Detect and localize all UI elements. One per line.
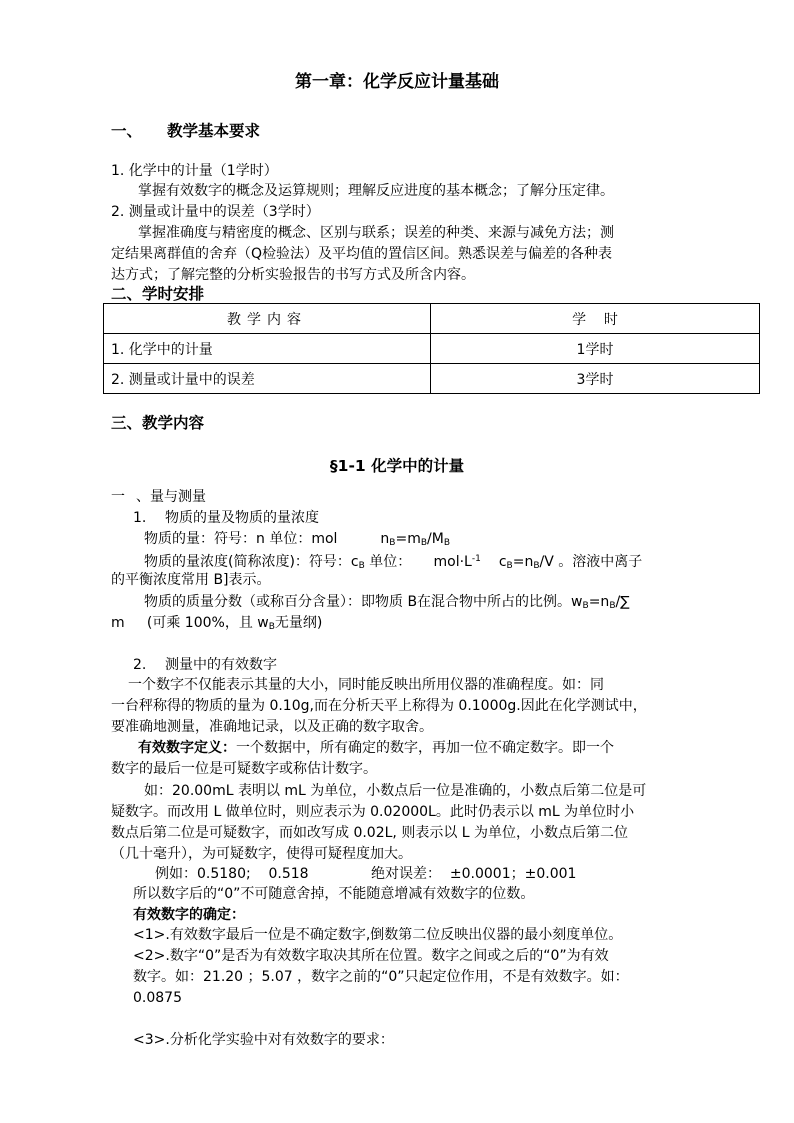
subsection-title: §1-1 化学中的计量 (329, 457, 465, 475)
definition-text: 一个数据中，所有确定的数字，再加一位不确定数字。即一个 (236, 740, 614, 756)
formula-part: =n (588, 594, 610, 610)
subscript-b: B (443, 538, 451, 548)
table-row (104, 364, 760, 394)
section-3-heading: 三、教学内容 (111, 414, 205, 432)
formula-part: /V 。溶液中离子 (539, 554, 643, 570)
part-1-number: 一 (111, 489, 125, 505)
table-cell: 2. 测量或计量中的误差 (104, 364, 431, 394)
table-cell: 1. 化学中的计量 (104, 334, 431, 364)
subscript-b: B (582, 601, 589, 611)
rule-2-line: 0.0875 (133, 990, 182, 1006)
example-line: （几十毫升），为可疑数字，使得可疑程度加大。 (111, 846, 412, 862)
zero-note: 所以数字后的“0”不可随意舍掉，不能随意增减有效数字的位数。 (133, 886, 535, 902)
point-2-number: 2. (133, 657, 147, 673)
definition-line (138, 738, 614, 758)
chapter-title: 第一章：化学反应计量基础 (295, 72, 499, 92)
table-header-row (104, 304, 760, 334)
determine-label: 有效数字的确定： (133, 907, 245, 923)
superscript: -1 (471, 554, 481, 564)
formula-part: =m (395, 531, 421, 547)
section-2-heading: 二、学时安排 (111, 285, 205, 303)
frac-text-2: m (可乘 100%，且 w (111, 615, 269, 631)
subscript-b: B (609, 601, 616, 611)
req-item-2-body-line: 达方式；了解完整的分析实验报告的书写方式及所含内容。 (111, 267, 475, 283)
subscript-b: B (420, 538, 428, 548)
definition-line-2: 数字的最后一位是可疑数字或称估计数字。 (111, 761, 377, 777)
req-item-1-body: 掌握有效数字的概念及运算规则；理解反应进度的基本概念；了解分压定律。 (138, 183, 614, 199)
req-item-2-body-line: 定结果离群值的舍弃（Q检验法）及平均值的置信区间。熟悉误差与偏差的各种表 (111, 246, 613, 262)
section-1-number: 一、 (111, 122, 143, 140)
mass-fraction-line-2 (111, 613, 322, 637)
subscript-b: B (268, 622, 275, 632)
subscript-b: B (506, 561, 513, 571)
definition-label: 有效数字定义： (138, 740, 236, 756)
body-line: 一个数字不仅能表示其量的大小，同时能反映出所用仪器的准确程度。如：同 (128, 677, 604, 693)
subscript-b: B (389, 538, 396, 548)
formula-c: c (498, 554, 507, 570)
req-item-2-title: 2. 测量或计量中的误差（3学时） (111, 204, 320, 220)
rule-3: <3>.分析化学实验中对有效数字的要求： (133, 1032, 394, 1048)
req-item-2-body-line: 掌握准确度与精密度的概念、区别与联系；误差的种类、来源与减免方法；测 (138, 225, 614, 241)
formula-part: /∑ (615, 594, 630, 610)
point-2-title: 测量中的有效数字 (165, 657, 277, 673)
rule-1: <1>.有效数字最后一位是不确定数字,倒数第二位反映出仪器的最小刻度单位。 (133, 927, 623, 943)
req-item-1-title: 1. 化学中的计量（1学时） (111, 163, 278, 179)
example-values: 例如：0.5180; 0.518 (155, 866, 309, 882)
amount-text: 物质的量：符号：n 单位：mol (144, 531, 338, 547)
conc-text: 物质的量浓度(简称浓度)：符号：c (144, 554, 359, 570)
body-line: 一台秤称得的物质的量为 0.10g,而在分析天平上称得为 0.1000g.因此在化学测试中， (111, 698, 647, 714)
body-line: 要准确地测量，准确地记录，以及正确的数字取舍。 (111, 719, 433, 735)
point-1-number: 1. (133, 510, 147, 526)
frac-text: 物质的质量分数（或称百分含量）：即物质 B在混合物中所占的比例。w (144, 594, 583, 610)
table-header-cell: 学 时 (431, 304, 760, 334)
absolute-error: 绝对误差： ±0.0001；±0.001 (371, 866, 577, 882)
subscript-b: B (358, 561, 365, 571)
rule-2-line: 数字。如：21.20 ；5.07 ，数字之前的“0”只起定位作用，不是有效数字。如： (133, 969, 629, 985)
formula-part: /M (427, 531, 444, 547)
point-1-title: 物质的量及物质的量浓度 (165, 510, 319, 526)
part-1-title: 、量与测量 (136, 489, 206, 505)
section-1-heading: 教学基本要求 (167, 122, 261, 140)
concentration-line-2: 的平衡浓度常用 B]表示。 (111, 572, 271, 588)
table-row (104, 334, 760, 364)
conc-unit: 单位： mol·L (364, 554, 472, 570)
schedule-table (103, 303, 760, 394)
table-cell: 1学时 (431, 334, 760, 364)
subscript-b: B (533, 561, 540, 571)
example-line: 如：20.00mL 表明以 mL 为单位，小数点后一位是准确的，小数点后第二位是可 (144, 783, 647, 799)
table-cell: 3学时 (431, 364, 760, 394)
formula-n: n (380, 531, 390, 547)
example-line: 疑数字。而改用 L 做单位时，则应表示为 0.02000L。此时仍表示以 mL 为单位时小 (111, 804, 635, 820)
formula-part: =n (512, 554, 534, 570)
rule-2-line: <2>.数字“0”是否为有效数字取决其所在位置。数字之间或之后的“0”为有效 (133, 948, 609, 964)
example-line: 数点后第二位是可疑数字，而如改写成 0.02L, 则表示以 L 为单位，小数点后第二位 (111, 825, 629, 841)
table-header-cell: 教学内容 (104, 304, 431, 334)
frac-text-3: 无量纲) (274, 615, 323, 631)
